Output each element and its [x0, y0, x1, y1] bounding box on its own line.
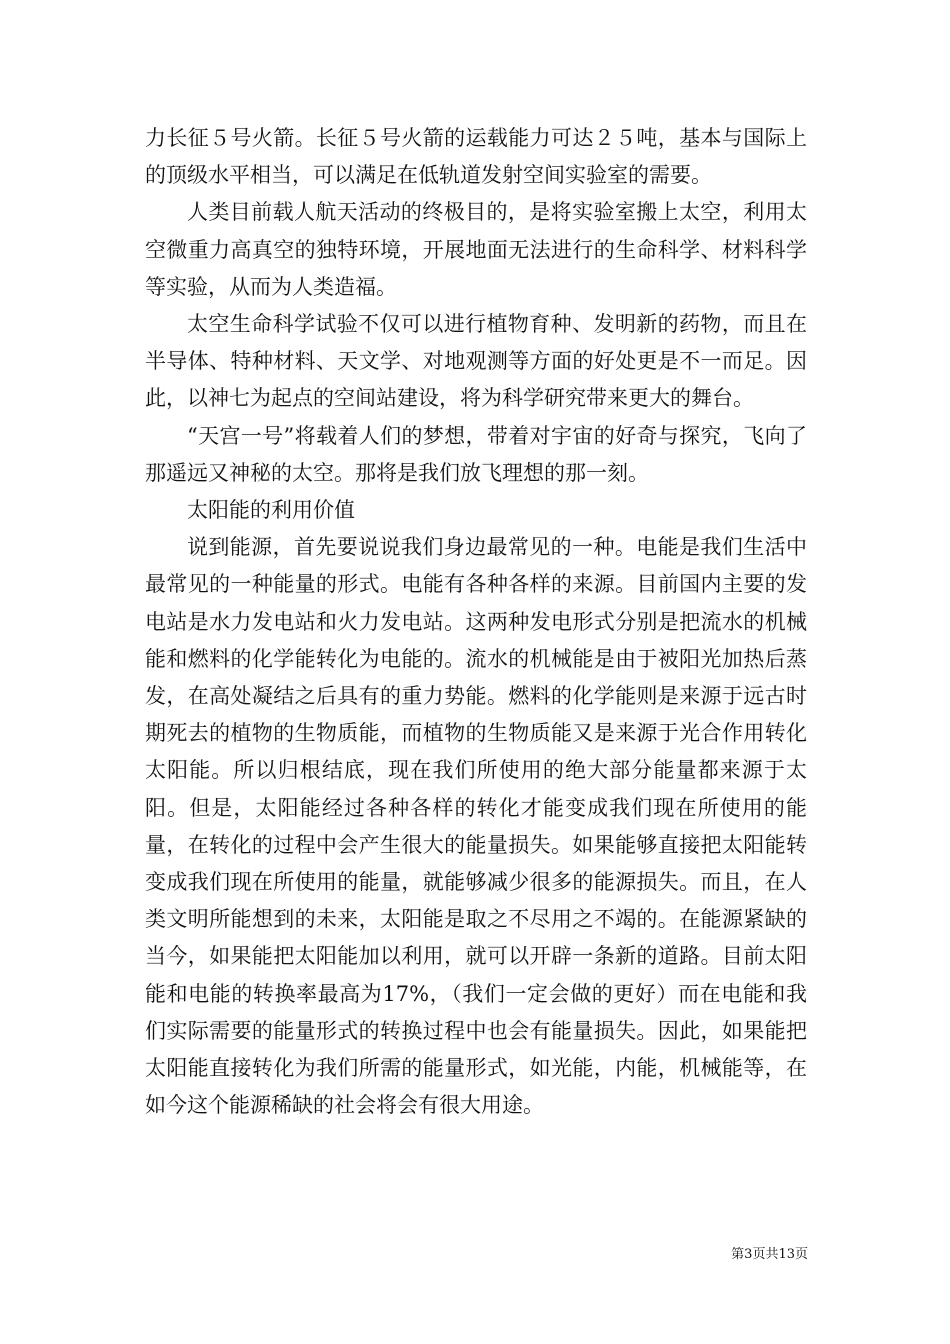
paragraph-space-life-science: 太空生命科学试验不仅可以进行植物育种、发明新的药物，而且在半导体、特种材料、天文学、对地观测等方面的好处更是不一而足。因此，以神七为起点的空间站建设，将为科学研究带来更大的舞台。: [145, 312, 807, 411]
paragraph-solar-energy: 说到能源，首先要说说我们身边最常见的一种。电能是我们生活中最常见的一种能量的形式。电能有各种各样的来源。目前国内主要的发电站是水力发电站和火力发电站。这两种发电形式分别是把流水的机械能和燃料的化学能转化为电能的。流水的机械能是由于被阳光加热后蒸发，在高处凝结之后具有的重力势能。燃料的化学能则是来源于远古时期死去的植物的生物质能，而植物的生物质能又是来源于光合作用转化太阳能。所以归根结底，现在我们所使用的绝大部分能量都来源于太阳。但是，太阳能经过各种各样的转化才能变成我们现在所使用的能量，在转化的过程中会产生很大的能量损失。如果能够直接把太阳能转变成我们现在所使用的能量，就能够减少很多的能源损失。而且，在人类文明所能想到的未来，太阳能是取之不尽用之不竭的。在能源紧缺的当今，如果能把太阳能加以利用，就可以开辟一条新的道路。目前太阳能和电能的转换率最高为17%，（我们一定会做的更好）而在电能和我们实际需要的能量形式的转换过程中也会有能量损失。因此，如果能把太阳能直接转化为我们所需的能量形式，如光能，内能，机械能等，在如今这个能源稀缺的社会将会有很大用途。: [145, 535, 807, 1118]
page-number: 第3页共13页: [731, 1247, 808, 1262]
section-heading-solar-energy: 太阳能的利用价值: [187, 498, 355, 523]
paragraph-manned-spaceflight-goal: 人类目前载人航天活动的终极目的，是将实验室搬上太空，利用太空微重力高真空的独特环境，开展地面无法进行的生命科学、材料科学等实验，从而为人类造福。: [145, 200, 807, 299]
paragraph-continuation: 力长征５号火箭。长征５号火箭的运载能力可达２５吨，基本与国际上的顶级水平相当，可以满足在低轨道发射空间实验室的需要。: [145, 126, 807, 188]
paragraph-tiangong: “天宫一号”将载着人们的梦想，带着对宇宙的好奇与探究，飞向了那遥远又神秘的太空。那将是我们放飞理想的那一刻。: [145, 423, 807, 485]
document-body: [145, 120, 807, 1124]
